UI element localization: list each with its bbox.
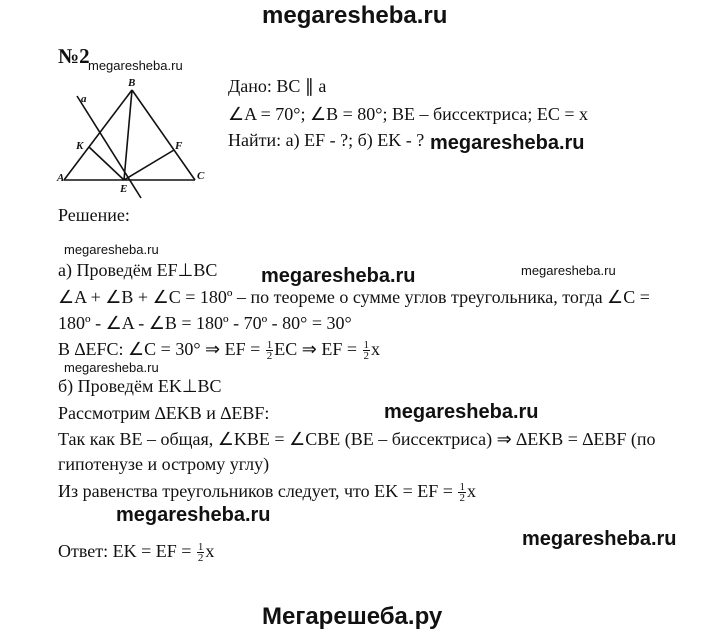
- watermark-given: megaresheba.ru: [430, 132, 585, 154]
- given-line-1: Дано: BC ∥ a: [228, 76, 327, 96]
- answer-end: x: [205, 541, 215, 561]
- given-line-3: Найти: а) EF - ?; б) EK - ?: [228, 130, 425, 150]
- answer-line: [58, 541, 214, 563]
- label-A: A: [57, 172, 65, 184]
- part-a-line-1: ∠A + ∠B + ∠C = 180º – по теореме о сумме углов треугольника, тогда ∠C =: [58, 287, 650, 307]
- watermark-mid: megaresheba.ru: [261, 265, 416, 287]
- solution-heading: Решение:: [58, 205, 130, 225]
- line-a: [77, 96, 141, 198]
- answer-start: Ответ: EK = EF =: [58, 541, 196, 561]
- part-b-line-4-end: x: [466, 481, 476, 501]
- fraction-one-half: $\frac{1}{2}$: [266, 339, 273, 363]
- watermark-mid: megaresheba.ru: [522, 528, 677, 550]
- given-line-2: ∠A = 70°; ∠B = 80°; BE – биссектриса; EC = x: [228, 104, 589, 124]
- watermark-small: megaresheba.ru: [88, 58, 183, 73]
- watermark-mid: megaresheba.ru: [384, 401, 539, 423]
- part-a-line-3-mid: EC ⇒ EF =: [274, 339, 362, 359]
- part-b-line-3: гипотенузе и острому углу): [58, 454, 270, 474]
- bisector-be: [124, 90, 132, 180]
- watermark-small: megaresheba.ru: [64, 242, 159, 257]
- part-b-line-4-start: Из равенства треугольников следует, что EK = EF =: [58, 481, 458, 501]
- footer-brand: Мегарешеба.ру: [262, 603, 443, 630]
- part-a-line-3-start: В ∆EFC: ∠C = 30° ⇒ EF =: [58, 339, 265, 359]
- fraction-one-half: $\frac{1}{2}$: [197, 541, 204, 565]
- label-f: F: [175, 140, 183, 152]
- watermark-small: megaresheba.ru: [64, 360, 159, 375]
- fraction-one-half: $\frac{1}{2}$: [459, 481, 465, 505]
- label-a: a: [81, 93, 87, 105]
- part-b-title: б) Проведём EK⊥BC: [58, 376, 222, 396]
- watermark-small: megaresheba.ru: [521, 263, 616, 278]
- part-b-line-1: Рассмотрим ∆EKB и ∆EBF:: [58, 403, 270, 423]
- part-a-line-2: 180º - ∠A - ∠B = 180º - 70º - 80° = 30°: [58, 313, 352, 333]
- label-b: B: [128, 77, 136, 89]
- label-c: C: [197, 170, 205, 182]
- triangle-figure: [55, 76, 215, 206]
- perpendicular-ef: [124, 150, 174, 180]
- fraction-one-half: $\frac{1}{2}$: [363, 339, 370, 363]
- part-a-line-3-end: x: [371, 339, 381, 359]
- watermark-top: megaresheba.ru: [262, 2, 448, 29]
- label-e: E: [120, 183, 128, 195]
- part-b-line-4: [58, 481, 476, 503]
- watermark-mid: megaresheba.ru: [116, 504, 271, 526]
- label-k: K: [76, 140, 84, 152]
- part-b-line-2: Так как BE – общая, ∠KBE = ∠CBE (BE – биссектриса) ⇒ ∆EKB = ∆EBF (по: [58, 429, 656, 449]
- part-a-title: а) Проведём EF⊥BC: [58, 260, 218, 280]
- side-bc: [132, 90, 195, 180]
- problem-number: №2: [58, 44, 90, 68]
- part-a-line-3: [58, 339, 380, 361]
